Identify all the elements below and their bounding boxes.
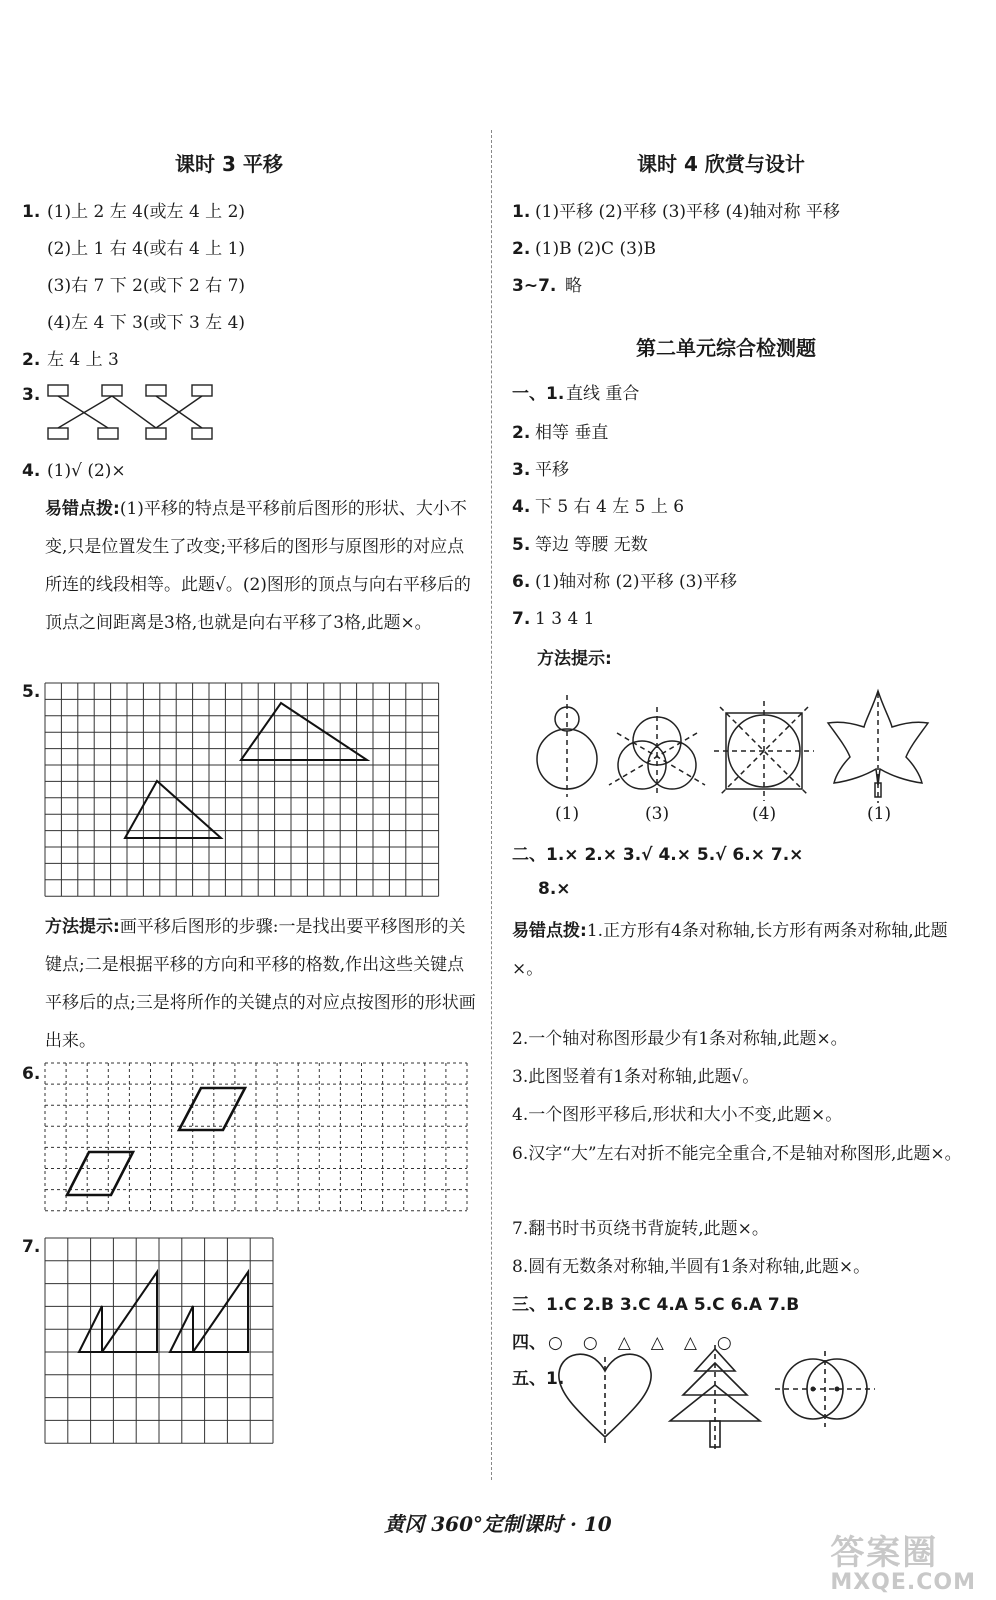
q1-row-1: (1)上 2 左 4(或左 4 上 2) <box>47 202 246 222</box>
figure-label-2: (3) <box>645 804 670 824</box>
p1-item5-text: 等边 等腰 无数 <box>535 535 648 555</box>
q7-grid <box>45 1238 275 1446</box>
p1-item4-number: 4. <box>512 497 531 517</box>
q6-grid <box>45 1063 467 1214</box>
part2-line2: 8.× <box>538 879 571 899</box>
part2-line1: 二、1.× 2.× 3.√ 4.× 5.√ 6.× 7.× <box>512 845 804 865</box>
lesson3-title: 课时 3 平移 <box>175 152 283 176</box>
tip3-item-4: 4.一个图形平移后,形状和大小不变,此题×。 <box>512 1105 843 1125</box>
p1-item6-number: 6. <box>512 572 531 592</box>
tip3-item-2: 2.一个轴对称图形最少有1条对称轴,此题×。 <box>512 1029 848 1049</box>
q4-answer: (1)√ (2)× <box>47 461 126 481</box>
part4-shape-1: ○ <box>548 1333 583 1353</box>
p1-item2-number: 2. <box>512 423 531 443</box>
r-q2-answer: (1)B (2)C (3)B <box>535 239 657 259</box>
tip2-text: 画平移后图形的步骤:一是找出要平移图形的关键点;二是根据平移的方向和平移的格数,作出这些关键点平移后的点;三是将所作的关键点的对应点按图形的形状画出来。 <box>45 917 476 1051</box>
part5-label: 五、1. <box>512 1369 565 1389</box>
symmetry-figures <box>520 685 960 830</box>
tip3-text: 1.正方形有4条对称轴,长方形有两条对称轴,此题×。 <box>512 921 948 979</box>
unit-test-title: 第二单元综合检测题 <box>636 336 816 360</box>
p1-item3-number: 3. <box>512 460 531 480</box>
tip2-label: 方法提示: <box>45 917 120 937</box>
r-q1-number: 1. <box>512 202 531 222</box>
p1-item1-text: 直线 重合 <box>566 384 640 404</box>
watermark-main: 答案圈 <box>830 1533 939 1573</box>
method-hint-label: 方法提示: <box>537 649 612 669</box>
column-divider <box>491 130 492 1480</box>
tip1-label: 易错点拨: <box>45 499 120 519</box>
page-footer: 黄冈 360°定制课时 · 10 <box>384 1512 612 1536</box>
tip3-item-8: 8.圆有无数条对称轴,半圆有1条对称轴,此题×。 <box>512 1257 871 1277</box>
p1-item7-number: 7. <box>512 609 531 629</box>
q4-number: 4. <box>22 461 41 481</box>
part4-shape-5: △ <box>683 1333 717 1353</box>
q7-number: 7. <box>22 1237 41 1257</box>
p1-item1-number: 一、1. <box>512 384 565 404</box>
tip3-item-3: 3.此图竖着有1条对称轴,此题√。 <box>512 1067 760 1087</box>
part4-shape-2: ○ <box>582 1333 618 1353</box>
q3-number: 3. <box>22 385 41 405</box>
tip3-label: 易错点拨: <box>512 921 587 941</box>
r-q2-number: 2. <box>512 239 531 259</box>
p1-item4-text: 下 5 右 4 左 5 上 6 <box>535 497 685 517</box>
q1-row-3: (3)右 7 下 2(或下 2 右 7) <box>47 276 246 296</box>
tip1-block <box>45 490 477 642</box>
part4-shape-6: ○ <box>716 1333 752 1353</box>
q1-row-4: (4)左 4 下 3(或下 3 左 4) <box>47 313 246 333</box>
part3-answers: 三、1.C 2.B 3.C 4.A 5.C 6.A 7.B <box>512 1295 800 1315</box>
tip3-item-7: 7.翻书时书页绕书背旋转,此题×。 <box>512 1219 769 1239</box>
tip2-block <box>45 908 477 1060</box>
part5-figures <box>555 1345 875 1465</box>
p1-item2-text: 相等 垂直 <box>535 423 609 443</box>
part4-shape-3: △ <box>617 1333 651 1353</box>
figure-label-1: (1) <box>555 804 580 824</box>
q2-number: 2. <box>22 350 41 370</box>
figure-label-4: (1) <box>867 804 892 824</box>
q1-number: 1. <box>22 202 41 222</box>
tip1-text: (1)平移的特点是平移前后图形的形状、大小不变,只是位置发生了改变;平移后的图形与原图形的对应点所连的线段相等。此题√。(2)图形的顶点与向右平移后的顶点之间距离是3格,也就是向右平移了3格,此题×。 <box>45 499 471 633</box>
r-q3-number: 3~7. <box>512 276 557 296</box>
p1-item3-text: 平移 <box>535 460 569 480</box>
q5-grid <box>45 683 438 899</box>
part4-label: 四、 <box>512 1333 546 1353</box>
q2-answer: 左 4 上 3 <box>47 350 119 370</box>
lesson4-title: 课时 4 欣赏与设计 <box>637 152 805 176</box>
r-q3-answer: 略 <box>565 276 582 296</box>
q1-row-2: (2)上 1 右 4(或右 4 上 1) <box>47 239 246 259</box>
tip3-block <box>512 912 962 988</box>
r-q1-answer: (1)平移 (2)平移 (3)平移 (4)轴对称 平移 <box>535 202 840 222</box>
p1-item7-text: 1 3 4 1 <box>535 609 595 629</box>
q3-matching-diagram <box>40 382 220 442</box>
figure-label-3: (4) <box>752 804 777 824</box>
q5-number: 5. <box>22 682 41 702</box>
tip3-item-6: 6.汉字“大”左右对折不能完全重合,不是轴对称图形,此题×。 <box>512 1144 962 1164</box>
p1-item6-text: (1)轴对称 (2)平移 (3)平移 <box>535 572 738 592</box>
part4-shape-4: △ <box>650 1333 684 1353</box>
watermark-logo <box>830 1525 976 1595</box>
watermark-site: MXQE.COM <box>830 1570 976 1595</box>
q6-number: 6. <box>22 1064 41 1084</box>
p1-item5-number: 5. <box>512 535 531 555</box>
